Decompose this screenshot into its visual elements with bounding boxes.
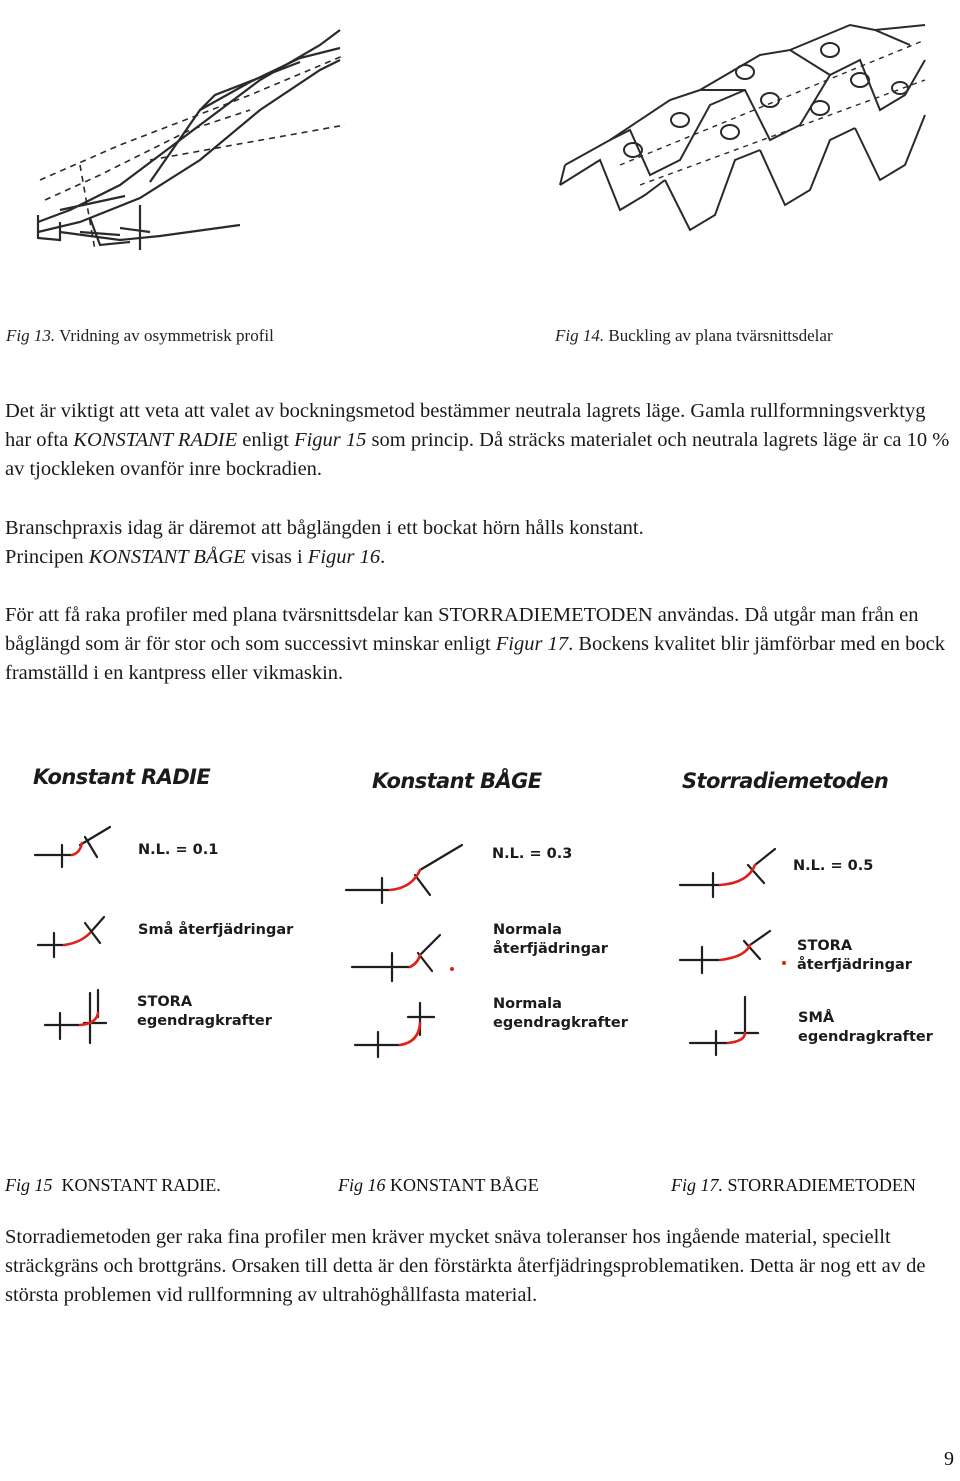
col3-row3-label: SMÅ egendragkrafter — [798, 1010, 933, 1045]
col1-row1-bend — [35, 827, 110, 867]
para4-text: Storradiemetoden ger raka fina profiler men kräver mycket snäva toleranser hos ingående material, speciellt sträckgräns och brottgräns. Orsaken till detta är den förstärkta återfjädringsproblematiken. Detta är nog ett av de största problemen vid rullformning av ultrahöghållfasta material. — [5, 1226, 926, 1306]
col3-row2-label: STORA återfjädringar — [797, 938, 912, 973]
col3-row1-bend — [680, 849, 775, 897]
col3-red-dot — [782, 961, 786, 965]
para2-line1: Branschpraxis idag är däremot att båglängden i ett bockat hörn hålls konstant. — [5, 517, 644, 539]
fig13-number: Fig 13. — [6, 326, 56, 345]
fig13-caption — [6, 326, 274, 346]
page-number: 9 — [944, 1448, 954, 1470]
col1-row1-arc — [72, 843, 82, 855]
paragraph-1 — [5, 397, 955, 484]
bending-methods-diagram — [0, 745, 960, 1075]
col1-row3-label: STORA egendragkrafter — [137, 994, 272, 1029]
paragraph-2 — [5, 514, 955, 572]
fig17-number: Fig 17. — [671, 1175, 723, 1195]
col2-red-dot — [450, 967, 454, 971]
col1-title: Konstant RADIE — [33, 765, 211, 789]
col2-title: Konstant BÅGE — [372, 769, 542, 793]
para1-figur-ref: Figur 15 — [294, 429, 367, 451]
fig14-drawing — [560, 25, 925, 230]
para3-text-a: För att få raka profiler med plana tvärsnittsdelar kan STORRADIEMETODEN användas. Då utgår man från en båglängd som är för stor och som successivt minskar enligt — [5, 604, 919, 655]
para2-text-a: Principen — [5, 546, 89, 568]
col2-row2-label: Normala återfjädringar — [493, 922, 608, 957]
fig16-number: Fig 16 — [338, 1175, 386, 1195]
col1-row2-arc — [64, 933, 90, 945]
para1-text-c: enligt — [237, 429, 295, 451]
para2-konstant-bage: KONSTANT BÅGE — [88, 546, 246, 568]
fig15-number: Fig 15 — [5, 1175, 53, 1195]
fig17-caption — [671, 1175, 916, 1196]
fig14-number: Fig 14. — [555, 326, 605, 345]
fig14-dashes — [620, 40, 925, 185]
para2-figur-ref: Figur 16 — [307, 546, 381, 568]
col3-nl: N.L. = 0.5 — [793, 858, 874, 874]
col2-row1-arc — [390, 870, 420, 890]
para2-text-e: . — [380, 546, 386, 568]
fig15-text: KONSTANT RADIE. — [61, 1175, 221, 1195]
paragraph-3 — [5, 601, 955, 688]
col3-row2-bend — [680, 931, 770, 973]
col3-title: Storradiemetoden — [682, 769, 889, 793]
col2-row3-label: Normala egendragkrafter — [493, 996, 628, 1031]
fig16-text: KONSTANT BÅGE — [390, 1175, 539, 1195]
para1-text-a: Det är viktigt att veta att valet av bockningsmetod bestämmer neutrala lagrets läge. Gamla rullformningsverktyg har ofta — [5, 400, 926, 451]
fig14-caption — [555, 326, 833, 346]
col2-row2-arc — [410, 955, 420, 967]
fig17-text: STORRADIEMETODEN — [727, 1175, 916, 1195]
paragraph-4 — [5, 1223, 955, 1310]
col2-row1-bend — [346, 845, 462, 903]
fig13-drawing — [38, 30, 340, 250]
col2-row3-arc — [400, 1023, 420, 1045]
col2-row2-bend — [352, 935, 440, 981]
top-figures — [0, 0, 960, 300]
para1-konstant-radie: KONSTANT RADIE — [73, 429, 238, 451]
para3-figur-ref: Figur 17 — [495, 633, 569, 655]
fig15-caption — [5, 1175, 221, 1196]
col3-row3-bend — [690, 997, 758, 1055]
fig14-text: Buckling av plana tvärsnittsdelar — [608, 326, 833, 345]
col3-row3-arc — [728, 1033, 745, 1043]
fig13-text: Vridning av osymmetrisk profil — [59, 326, 274, 345]
col2-nl: N.L. = 0.3 — [492, 846, 573, 862]
para1-text-e: som princip. Då sträcks materialet och neutrala lagrets läge är ca 10 % av tjockleken ovanför inre bockradien. — [5, 429, 950, 480]
para2-text-c: visas i — [245, 546, 308, 568]
para3-text-c: . Bockens kvalitet blir jämförbar med en bock framställd i en kantpress eller vikmaskin. — [5, 633, 945, 684]
fig16-caption — [338, 1175, 539, 1196]
col2-row3-bend — [355, 1003, 434, 1057]
col3-row2-arc — [720, 945, 750, 960]
col1-row2-label: Små återfjädringar — [138, 922, 294, 938]
col1-nl: N.L. = 0.1 — [138, 842, 219, 858]
col1-row2-bend — [38, 917, 104, 957]
